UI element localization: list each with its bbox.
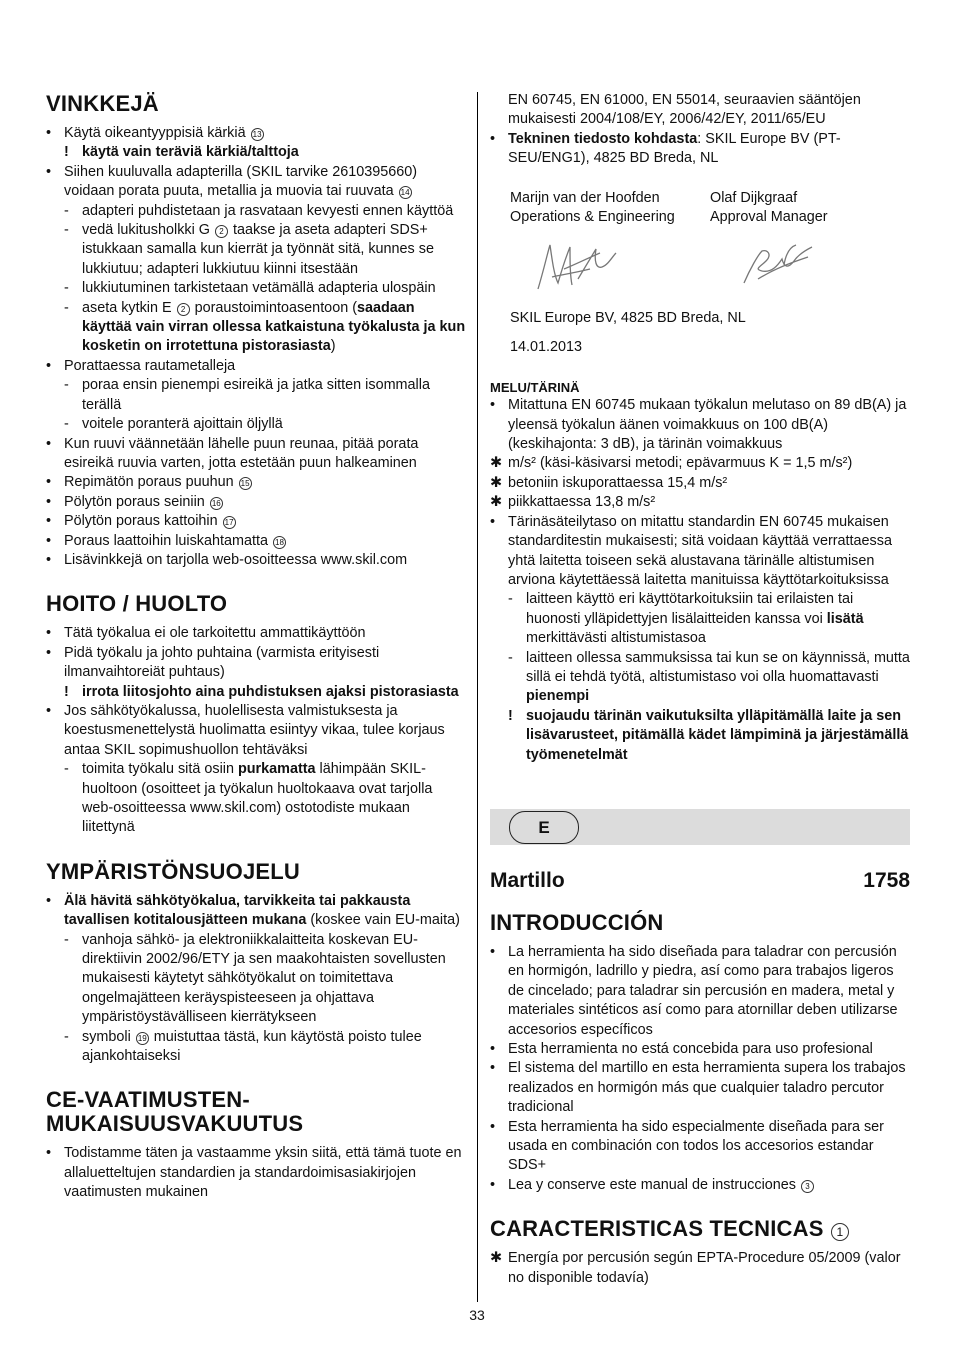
section-title-ymparisto: YMPÄRISTÖNSUOJELU — [46, 858, 300, 884]
signatory-1: Marijn van der Hoofden Operations & Engineering — [510, 189, 675, 226]
list-item: • Poraus laattoihin luiskahtamatta 18 — [46, 532, 466, 551]
ref-number: 18 — [273, 536, 286, 549]
warning-mark: ! — [64, 144, 69, 161]
list-item: • Tekninen tiedosto kohdasta: SKIL Europe BV (PT-SEU/ENG1), 4825 BD Breda, NL — [490, 130, 910, 169]
declaration-continued — [490, 91, 910, 169]
signatories — [510, 189, 910, 228]
list-item: • Älä hävitä sähkötyökalua, tarvikkeita tai pakkausta tavallisen kotitalousjätteen mukana (koskee vain EU-maita) — [46, 892, 466, 931]
section-title-caracteristicas: CARACTERISTICAS TECNICAS 1 — [490, 1217, 910, 1241]
sub-item: - aseta kytkin E 2 poraustoimintoasentoon (saadaan käyttää vain virran ollessa katkaistuna työkalusta ja kun kosketin on irrotettuna pistorasiasta) — [64, 299, 466, 357]
star-icon: ✱ — [490, 474, 503, 491]
list-item: • Pölytön poraus kattoihin 17 — [46, 512, 466, 531]
ce-mark-icon: CE — [46, 1087, 77, 1113]
list-item: • Esta herramienta ha sido especialmente diseñada para ser usada en combinación con todos los accesorios estandar SDS+ — [490, 1118, 910, 1176]
signature-date: 14.01.2013 — [510, 338, 583, 355]
sub-item: - laitteen käyttö eri käyttötarkoituksiin tai erilaisten tai huonosti ylläpidettyjen lisälaitteiden kanssa voi lisätä merkittävästi altistumistasoa — [508, 590, 910, 648]
ref-number: 13 — [251, 128, 264, 141]
left-column — [46, 92, 466, 1203]
list-item: • Tätä työkalua ei ole tarkoitettu ammattikäyttöön — [46, 624, 466, 643]
signature-1-image — [530, 239, 620, 295]
list-item: • Käytä oikeantyyppisiä kärkiä 13 — [46, 124, 466, 143]
product-name: Martillo — [490, 868, 565, 892]
ref-number: 19 — [136, 1032, 149, 1045]
list-item: • Jos sähkötyökalussa, huolellisesta valmistuksesta ja koestusmenettelystä huolimatta esiintyy vikaa, tulee korjaus antaa SKIL sopimushuollon tehtäväksi — [46, 702, 466, 760]
section-title-introduccion: INTRODUCCIÓN — [490, 909, 664, 935]
star-item: ✱ m/s² (käsi-käsivarsi metodi; epävarmuus K = 1,5 m/s²) — [490, 454, 910, 473]
warning-mark: ! — [64, 683, 69, 700]
product-code: 1758 — [863, 868, 910, 892]
list-item: • Porattaessa rautametalleja — [46, 357, 466, 376]
ref-number: 16 — [210, 497, 223, 510]
list-item: • El sistema del martillo en esta herramienta supera los trabajos realizados en hormigón más que cualquier taladro percutor tradicional — [490, 1059, 910, 1117]
ref-number: 2 — [177, 303, 190, 316]
list-item: • Todistamme täten ja vastaamme yksin siitä, että tämä tuote en allaluetteltujen standardien ja standardoimisasiakirjojen vaatimusten mukainen — [46, 1144, 466, 1202]
note-item: ! irrota liitosjohto aina puhdistuksen ajaksi pistorasiasta — [64, 683, 466, 702]
ref-number: 14 — [399, 186, 412, 199]
page-number: 33 — [469, 1307, 485, 1323]
sub-item: - voitele poranterä ajoittain öljyllä — [64, 415, 466, 434]
section-title-vinkkeja: VINKKEJÄ — [46, 91, 159, 116]
list-item: • Siihen kuuluvalla adapterilla (SKIL tarvike 2610395660) voidaan porata puuta, metallia ja muovia tai ruuvata 14 — [46, 163, 466, 202]
list-item: • Esta herramienta no está concebida para uso profesional — [490, 1040, 910, 1059]
list-item: • Mitattuna EN 60745 mukaan työkalun melutaso on 89 dB(A) ja yleensä työkalun äänen voimakkuus on 100 dB(A) (keskihajonta: 3 dB), ja tärinän voimakkuus — [490, 396, 910, 454]
sub-item: - vanhoja sähkö- ja elektroniikkalaitteita koskevan EU-direktiivin 2002/96/ETY ja sen maakohtaisten sovellusten mukaisesti käytetyt sähkötyökalut on toimitettava ongelmajätteen keräyspisteeseen ja ohjattava ympäristöystävälliseen kierrätykseen — [64, 931, 466, 1028]
column-divider — [477, 92, 478, 1302]
warning-mark: ! — [508, 707, 513, 724]
section-title-vaatimus: CE-VAATIMUSTEN- MUKAISUUSVAKUUTUS — [46, 1087, 304, 1137]
vaatimus-list — [46, 1144, 466, 1202]
list-item: • Lisävinkkejä on tarjolla web-osoitteessa www.skil.com — [46, 551, 466, 570]
sub-item: - poraa ensin pienempi esireikä ja jatka sitten isommalla terällä — [64, 376, 466, 415]
section-title-hoito: HOITO / HUOLTO — [46, 591, 228, 617]
list-item: • Repimätön poraus puuhun 15 — [46, 473, 466, 492]
product-header — [490, 869, 910, 893]
ref-number: 2 — [215, 225, 228, 238]
sub-item: - symboli 19 muistuttaa tästä, kun käytöstä poisto tulee ajankohtaiseksi — [64, 1028, 466, 1067]
ref-number: 17 — [223, 516, 236, 529]
star-item: ✱ Energía por percusión según EPTA-Procedure 05/2009 (valor no disponible todavía) — [490, 1250, 901, 1286]
star-icon: ✱ — [490, 494, 503, 511]
melu-list — [490, 396, 910, 765]
list-item: • Pidä työkalu ja johto puhtaina (varmista erityisesti ilmanvaihtoreiät puhtaus) — [46, 644, 466, 683]
sub-item: - lukkiutuminen tarkistetaan vetämällä adapteria ulospäin — [64, 279, 466, 298]
caracteristicas-list — [490, 1249, 910, 1288]
sub-item: - toimita työkalu sitä osiin purkamatta lähimpään SKIL-huoltoon (osoitteet ja työkalun huoltokaava ovat tarjolla web-osoitteessa www.skil.com) ostotodiste mukaan liitettynä — [64, 760, 466, 838]
section-title-melu: MELU/TÄRINÄ — [490, 380, 580, 396]
sub-item: - adapteri puhdistetaan ja rasvataan kevyesti ennen käyttöä — [64, 202, 466, 221]
star-icon: ✱ — [490, 455, 503, 472]
ref-number: 1 — [831, 1223, 849, 1241]
ref-number: 15 — [239, 477, 252, 490]
right-column — [490, 92, 910, 1288]
list-item-continued: EN 60745, EN 61000, EN 55014, seuraavien sääntöjen mukaisesti 2004/108/EY, 2006/42/EY, 2011/65/EU — [508, 92, 861, 128]
ref-number: 3 — [801, 1180, 814, 1193]
signatures — [510, 239, 910, 299]
signatory-2: Olaf Dijkgraaf Approval Manager — [710, 189, 828, 226]
introduccion-list — [490, 943, 910, 1195]
list-item: • Tärinäsäteilytaso on mitattu standardin EN 60745 mukaisen standarditestin mukaisesti; sitä voidaan käyttää verrattaessa yhtä laitetta toiseen sekä alustavana tärinälle altistumisen arviona käytettäessä laitetta manituissa käyttötarkoituksissa — [490, 513, 910, 591]
star-icon: ✱ — [490, 1250, 503, 1267]
vinkkeja-list — [46, 124, 466, 570]
language-bar — [490, 809, 910, 845]
ymparisto-list — [46, 892, 466, 1067]
list-item: • Kun ruuvi väännetään lähelle puun reunaa, pitää porata esireikä ruuvia varten, jotta estetään puun halkeaminen — [46, 435, 466, 474]
sub-item: - laitteen ollessa sammuksissa tai kun se on käynnissä, mutta sillä ei tehdä työtä, altistumistaso voi olla huomattavasti pienempi — [508, 649, 910, 707]
star-item: ✱ betoniin iskuporattaessa 15,4 m/s² — [490, 474, 910, 493]
list-item: • Pölytön poraus seiniin 16 — [46, 493, 466, 512]
note-item: ! suojaudu tärinän vaikutuksilta ylläpitämällä laite ja sen lisävarusteet, pitämällä kädet lämpiminä ja järjestämällä työmenetelmät — [508, 707, 909, 763]
star-item: ✱ piikkattaessa 13,8 m/s² — [490, 493, 910, 512]
list-item: • Lea y conserve este manual de instrucciones 3 — [490, 1176, 910, 1195]
signature-2-image — [738, 239, 818, 289]
company-address: SKIL Europe BV, 4825 BD Breda, NL — [510, 310, 746, 327]
language-badge: E — [509, 811, 579, 844]
list-item: • La herramienta ha sido diseñada para taladrar con percusión en hormigón, ladrillo y piedra, así como para trabajos ligeros de cincelado; para taladrar sin percusión en madera, metal y materiales sintéticos así como para atornillar deben utilizarse accesorios específicos — [490, 943, 910, 1040]
hoito-list — [46, 624, 466, 837]
sub-item: - vedä lukitusholkki G 2 taakse ja aseta adapteri SDS+ istukkaan samalla kun kierrät ja työnnät sitä, kunnes se lukkiutuu; adapteri lukkiutuu kiinni itsestään — [64, 221, 466, 279]
note-item: ! käytä vain teräviä kärkiä/talttoja — [64, 143, 466, 162]
